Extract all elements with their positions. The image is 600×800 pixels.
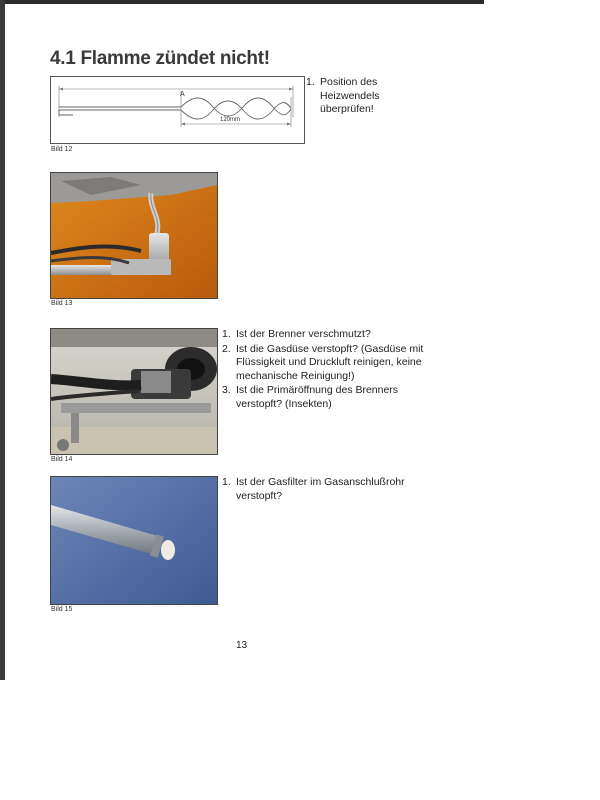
step-text: Ist der Brenner verschmutzt? [236,328,371,340]
drawing-marker-label: A [180,91,185,98]
heating-coil-photo [51,173,217,298]
step-text: Ist die Gasdüse verstopft? (Gasdüse mit Flüssigkeit und Druckluft reinigen, keine mechanische Reinigung!) [236,342,424,382]
figure-13-caption: Bild 13 [51,300,73,307]
step-item [306,76,416,117]
figure-12-caption: Bild 12 [51,146,73,153]
figure-15-photo [50,476,218,605]
step-number: 3. [222,384,231,396]
burner-photo [51,329,217,454]
steps-figure-14 [222,328,432,412]
step-item [222,384,432,411]
step-number: 1. [306,76,315,88]
figure-14-caption: Bild 14 [51,456,73,463]
document-page [5,4,484,680]
gas-pipe-photo [51,477,217,604]
step-item [222,328,432,342]
step-number: 1. [222,328,231,340]
step-item [222,476,432,503]
step-text: Ist der Gasfilter im Gasanschlußrohr verstopft? [236,476,405,502]
step-text: Ist die Primäröffnung des Brenners verstopft? (Insekten) [236,384,399,410]
step-item [222,343,432,384]
steps-figure-12 [306,76,416,118]
step-number: 2. [222,342,231,355]
figure-15-caption: Bild 15 [51,606,73,613]
step-text: Position des Heizwendels überprüfen! [320,76,380,115]
steps-figure-15 [222,476,432,504]
page-number: 13 [236,640,248,651]
figure-14-photo [50,328,218,455]
figure-12-drawing [50,76,305,144]
heating-coil-drawing [51,77,304,143]
drawing-dimension-label: 120mm [220,117,241,123]
figure-13-photo [50,172,218,299]
step-number: 1. [222,476,231,488]
section-title: 4.1 Flamme zündet nicht! [50,48,270,69]
